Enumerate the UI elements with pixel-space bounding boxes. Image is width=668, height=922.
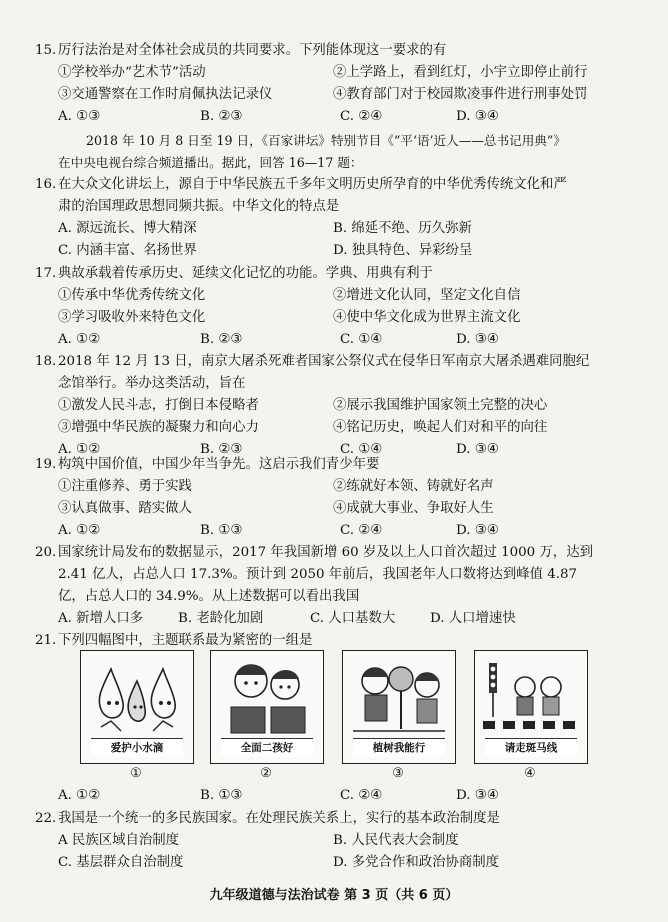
question-stem: 我国是一个统一的多民族国家。在处理民族关系上，实行的基本政治制度是: [58, 811, 500, 826]
picture-number-2: ②: [260, 766, 272, 781]
option-c: C. ①④: [340, 332, 383, 347]
option-b: B. ①③: [200, 788, 243, 803]
option-d: D. ③④: [456, 442, 499, 457]
option-c: C. 基层群众自治制度: [58, 855, 184, 870]
reading-passage: [58, 130, 658, 174]
option-a: A 民族区域自治制度: [58, 833, 180, 848]
statement-4: ④成就大事业、争取好人生: [333, 501, 494, 516]
question-19: [35, 454, 648, 542]
statement-1: ①学校举办“艺术节”活动: [58, 65, 206, 80]
question-stem: 厉行法治是对全体社会成员的共同要求。下列能体现这一要求的有: [58, 43, 447, 58]
statement-3: ③认真做事、踏实做人: [58, 501, 192, 516]
statement-2: ②上学路上，看到红灯，小宇立即停止前行: [333, 65, 588, 80]
question-21: [35, 630, 648, 652]
question-21-options: [58, 785, 648, 807]
option-b: B. 绵延不绝、历久弥新: [333, 221, 472, 236]
passage-line-2: 在中央电视台综合频道播出。据此，回答 16—17 题：: [58, 155, 363, 170]
statement-2: ②练就好本领、铸就好名声: [333, 479, 494, 494]
picture-number-1: ①: [130, 766, 142, 781]
zebra-crossing-illustration: [475, 651, 587, 741]
option-c: C. ①④: [340, 442, 383, 457]
option-d: D. 人口增速快: [430, 611, 516, 626]
picture-caption: 请走斑马线: [485, 738, 577, 757]
option-a: A. 源远流长、博大精深: [58, 221, 197, 236]
picture-caption: 爱护小水滴: [91, 738, 183, 757]
option-a: A. ①②: [58, 523, 101, 538]
question-number: 22.: [35, 811, 57, 826]
option-a: A. ①②: [58, 788, 101, 803]
option-c: C. ②④: [340, 109, 383, 124]
picture-number-4: ④: [524, 766, 536, 781]
picture-3: [342, 650, 456, 764]
question-number: 20.: [35, 545, 57, 560]
question-number: 21.: [35, 633, 57, 648]
statement-1: ①传承中华优秀传统文化: [58, 288, 206, 303]
question-number: 18.: [35, 354, 57, 369]
option-c: C. 人口基数大: [310, 611, 396, 626]
question-17: [35, 263, 648, 351]
option-d: D. ③④: [456, 788, 499, 803]
question-stem-line-1: 国家统计局发布的数据显示，2017 年我国新增 60 岁及以上人口首次超过 1000 万，达到: [58, 545, 593, 560]
option-b: B. ②③: [200, 109, 243, 124]
water-drop-illustration: [81, 651, 193, 741]
option-d: D. 多党合作和政治协商制度: [333, 855, 500, 870]
passage-line-1: 2018 年 10 月 8 日至 19 日，《百家讲坛》特别节目《“平‘语’近人——总书记用典”》: [86, 133, 566, 148]
option-d: D. 独具特色、异彩纷呈: [333, 243, 473, 258]
option-c: C. ②④: [340, 523, 383, 538]
statement-3: ③增强中华民族的凝聚力和向心力: [58, 420, 259, 435]
page-footer: 九年级道德与法治试卷 第 3 页（共 6 页）: [209, 888, 459, 903]
statement-2: ②展示我国维护国家领土完整的决心: [333, 398, 548, 413]
option-a: A. ①②: [58, 442, 101, 457]
statement-3: ③交通警察在工作时肩佩执法记录仪: [58, 87, 273, 102]
question-stem-line-1: 在大众文化讲坛上，源自于中华民族五千多年文明历史所孕育的中华优秀传统文化和严: [58, 177, 567, 192]
statement-4: ④铭记历史，唤起人们对和平的向往: [333, 420, 548, 435]
statement-1: ①注重修养、勇于实践: [58, 479, 192, 494]
option-b: B. ②③: [200, 442, 243, 457]
option-b: B. ①③: [200, 523, 243, 538]
tree-planting-illustration: [343, 651, 455, 741]
option-a: A. ①③: [58, 109, 101, 124]
picture-1: [80, 650, 194, 764]
option-c: C. ②④: [340, 788, 383, 803]
statement-4: ④使中华文化成为世界主流文化: [333, 310, 521, 325]
picture-2: [210, 650, 324, 764]
statement-1: ①激发人民斗志，打倒日本侵略者: [58, 398, 259, 413]
question-stem-line-2: 2.41 亿人，占总人口 17.3%。预计到 2050 年前后，我国老年人口数将达到峰值 4.87: [58, 567, 578, 582]
picture-caption: 植树我能行: [353, 738, 445, 757]
question-number: 19.: [35, 457, 57, 472]
statement-4: ④教育部门对于校园欺凌事件进行刑事处罚: [333, 87, 588, 102]
question-stem-line-2: 念馆举行。举办这类活动，旨在: [58, 376, 246, 391]
question-number: 15.: [35, 43, 57, 58]
option-d: D. ③④: [456, 523, 499, 538]
question-22: [35, 808, 648, 874]
option-a: A. ①②: [58, 332, 101, 347]
option-b: B. ②③: [200, 332, 243, 347]
question-16: [35, 174, 648, 262]
option-b: B. 老龄化加剧: [178, 611, 264, 626]
question-stem: 下列四幅图中，主题联系最为紧密的一组是: [58, 633, 313, 648]
question-stem: 构筑中国价值，中国少年当争先。这启示我们青少年要: [58, 457, 380, 472]
option-d: D. ③④: [456, 109, 499, 124]
picture-4: [474, 650, 588, 764]
statement-3: ③学习吸收外来特色文化: [58, 310, 206, 325]
option-d: D. ③④: [456, 332, 499, 347]
option-a: A. 新增人口多: [58, 611, 144, 626]
question-stem-line-3: 亿，占总人口的 34.9%。从上述数据可以看出我国: [58, 589, 360, 604]
option-c: C. 内涵丰富、名扬世界: [58, 243, 197, 258]
question-stem: 典故承载着传承历史、延续文化记忆的功能。学典、用典有利于: [58, 266, 433, 281]
question-stem-line-2: 肃的治国理政思想同频共振。中华文化的特点是: [58, 199, 340, 214]
picture-row: [80, 650, 580, 780]
picture-caption: 全面二孩好: [221, 738, 313, 757]
question-20: [35, 542, 648, 630]
picture-number-3: ③: [392, 766, 404, 781]
question-18: [35, 351, 648, 461]
question-number: 17.: [35, 266, 57, 281]
question-stem-line-1: 2018 年 12 月 13 日，南京大屠杀死难者国家公祭仪式在侵华日军南京大屠杀遇难同胞纪: [58, 354, 590, 369]
question-number: 16.: [35, 177, 57, 192]
children-illustration: [211, 651, 323, 741]
statement-2: ②增进文化认同，坚定文化自信: [333, 288, 521, 303]
question-15: [35, 40, 648, 128]
option-b: B. 人民代表大会制度: [333, 833, 459, 848]
